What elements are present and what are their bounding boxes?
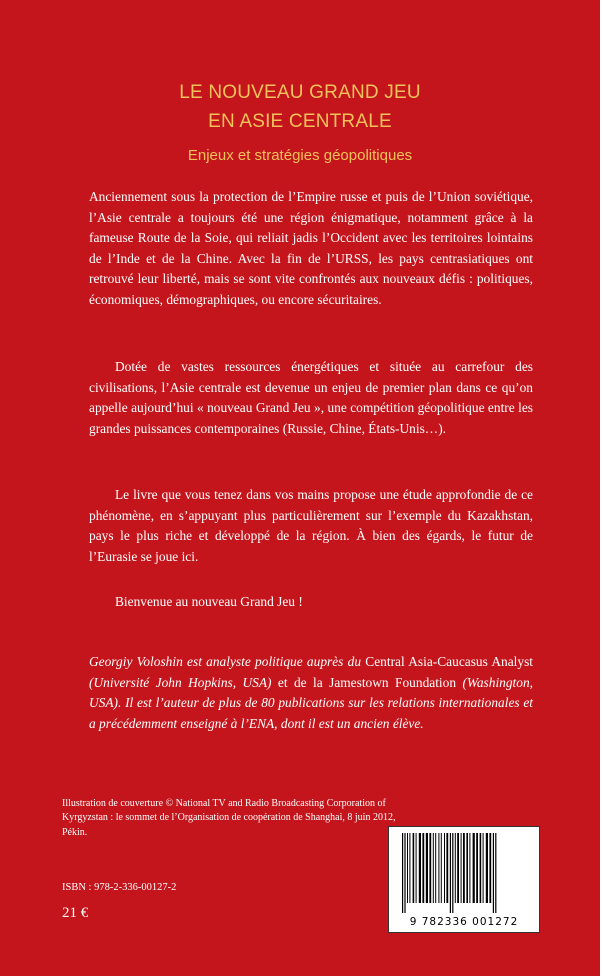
- barcode-bars-icon: [400, 833, 528, 913]
- price: 21 €: [62, 905, 89, 921]
- cover-illustration-credit: Illustration de couverture © National TV and Radio Broadcasting Corporation of Kyrgyzstan : le sommet de l’Organisation de coopération de Shanghai, 8 juin 2012, Pékin.: [62, 798, 396, 838]
- barcode-number: 9 782336 001272: [409, 916, 519, 928]
- author-bio-part3: (Université John Hopkins, USA): [89, 674, 272, 690]
- author-bio: [89, 652, 533, 734]
- isbn: ISBN : 978-2-336-00127-2: [62, 882, 177, 893]
- author-bio-part2: Central Asia-Caucasus Analyst: [361, 654, 534, 669]
- blurb-paragraph-3: Le livre que vous tenez dans vos mains propose une étude approfondie de ce phénomène, en s’appuyant plus particulièrement sur l’exemple du Kazakhstan, pays le plus riche et développé de la région. À bien des égards, le futur de l’Eurasie se joue ici.: [89, 487, 533, 564]
- blurb-paragraph-4: Bienvenue au nouveau Grand Jeu !: [115, 594, 303, 609]
- barcode: [388, 826, 540, 933]
- author-bio-part5: (Washington, USA). Il est l’auteur de plus de 80 publications sur les relations internationales et a précédemment enseigné à l’ENA, dont il est un ancien élève.: [89, 674, 534, 731]
- blurb-paragraph-2: Dotée de vastes ressources énergétiques et située au carrefour des civilisations, l’Asie centrale est devenue un enjeu de premier plan dans ce qu’on appelle aujourd’hui « nouveau Grand Jeu », une compétition géopolitique entre les grandes puissances contemporaines (Russie, Chine, États-Unis…).: [89, 359, 533, 436]
- book-title-line2: EN ASIE CENTRALE: [208, 111, 392, 132]
- author-bio-part1: Georgiy Voloshin est analyste politique auprès du: [89, 654, 362, 669]
- author-bio-part4: et de la Jamestown Foundation: [271, 674, 463, 690]
- blurb-paragraph-1: Anciennement sous la protection de l’Empire russe et puis de l’Union soviétique, l’Asie centrale a toujours été une région énigmatique, notamment grâce à la fameuse Route de la Soie, qui reliait jadis l’Occident avec les territoires lointains de l’Inde et de la Chine. Avec la fin de l’URSS, les pays centrasiatiques ont retrouvé leur liberté, mais se sont vite confrontés aux nouveaux défis : politiques, économiques, démographiques, ou encore sécuritaires.: [89, 189, 533, 307]
- book-subtitle: Enjeux et stratégies géopolitiques: [187, 147, 413, 164]
- book-title-line1: LE NOUVEAU GRAND JEU: [179, 82, 421, 103]
